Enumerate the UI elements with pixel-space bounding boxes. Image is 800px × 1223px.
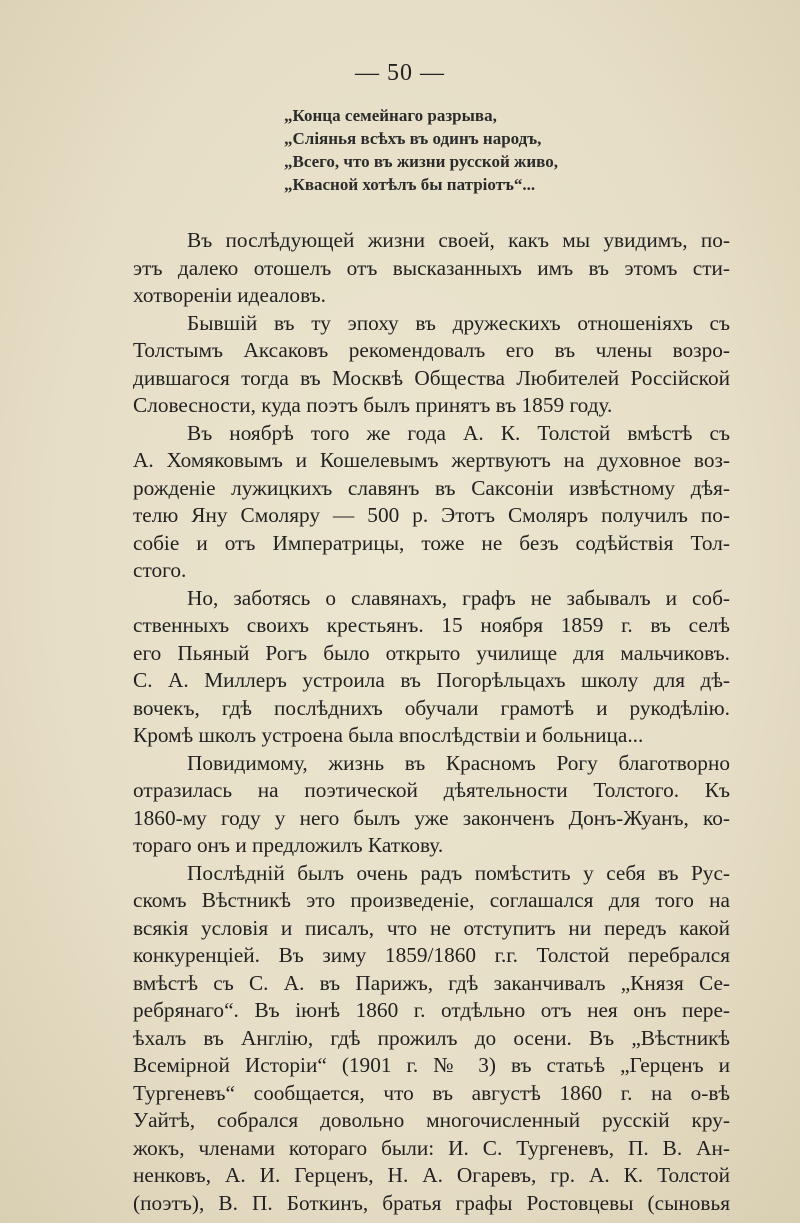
paragraph (133, 860, 730, 1218)
verse-line: „Конца семейнаго разрыва, (284, 106, 497, 125)
text-line: А. Хомяковымъ и Кошелевымъ жертвуютъ на духовное воз- (133, 448, 730, 472)
text-line: рожденiе лужицкихъ славянъ въ Саксонiи извѣстному дѣя- (133, 475, 730, 500)
text-line: Толстымъ Аксаковъ рекомендовалъ его въ члены возро- (133, 338, 730, 362)
text-line: ственныхъ своихъ крестьянъ. 15 ноября 1859 г. въ селѣ (133, 613, 730, 637)
paragraph (133, 750, 730, 860)
text-line: вочекъ, гдѣ послѣднихъ обучали грамотѣ и рукодѣлiю. (133, 695, 730, 720)
text-line: Въ ноябрѣ того же года А. К. Толстой вмѣстѣ съ (187, 420, 730, 445)
text-line: всякiя условiя и писалъ, что не отступитъ ни передъ какой (133, 915, 730, 940)
body-text (133, 227, 730, 1217)
text-line: жокъ, членами котораго были: И. С. Тургеневъ, П. В. Ан- (133, 1135, 730, 1160)
text-line: собiе и отъ Императрицы, тоже не безъ содѣйствiя Тол- (133, 530, 730, 555)
paragraph (133, 585, 730, 750)
text-line: С. А. Миллеръ устроила въ Погорѣльцахъ школу для дѣ- (133, 668, 730, 692)
text-line: Кромѣ школъ устроена была впослѣдствiи и больница... (133, 723, 644, 747)
paragraph (133, 420, 730, 585)
paragraph (133, 227, 730, 310)
text-line: ѣхалъ въ Англiю, гдѣ прожилъ до осени. Въ „Вѣстникѣ (133, 1025, 730, 1050)
verse-line: „Слiянья всѣхъ въ одинъ народъ, (284, 129, 542, 148)
page-number: — 50 — (355, 60, 445, 86)
paragraph (133, 310, 730, 420)
text-line: его Пьяный Рогъ было открыто училище для мальчиковъ. (133, 640, 730, 665)
text-line: Всемiрной Исторiи“ (1901 г. № 3) въ статьѣ „Герценъ и (133, 1053, 730, 1077)
verse-line: „Квасной хотѣлъ бы патрiотъ“... (284, 175, 536, 194)
text-line: хотворенiи идеаловъ. (133, 283, 326, 307)
text-line: Уайтѣ, собрался довольно многочисленный русскiй кру- (133, 1108, 730, 1132)
text-line: ребрянаго“. Въ iюнѣ 1860 г. отдѣльно отъ нея онъ пере- (133, 998, 730, 1022)
text-line: конкуренцiей. Въ зиму 1859/1860 г.г. Толстой перебрался (133, 943, 730, 967)
text-line: 1860-му году у него былъ уже законченъ Донъ-Жуанъ, ко- (133, 805, 730, 830)
text-line: вмѣстѣ съ С. А. въ Парижъ, гдѣ заканчивалъ „Князя Се- (133, 970, 730, 995)
verse-quote (284, 104, 614, 196)
text-line: Тургеневъ“ сообщается, что въ августѣ 1860 г. на о-вѣ (133, 1080, 730, 1105)
text-line: Послѣднiй былъ очень радъ помѣстить у себя въ Рус- (187, 860, 730, 885)
text-line: ненковъ, А. И. Герценъ, Н. А. Огаревъ, гр. А. К. Толстой (133, 1163, 730, 1187)
text-line: (поэтъ), В. П. Боткинъ, братья графы Ростовцевы (сыновья (133, 1190, 730, 1215)
text-line: телю Яну Смоляру — 500 р. Этотъ Смоляръ получилъ по- (133, 503, 730, 527)
text-line: этъ далеко отошелъ отъ высказанныхъ имъ въ этомъ сти- (133, 255, 730, 280)
text-line: дившагося тогда въ Москвѣ Общества Любителей Россiйской (133, 365, 730, 390)
text-line: скомъ Вѣстникѣ это произведенiе, соглашался для того на (133, 888, 730, 912)
text-line: Словесности, куда поэтъ былъ принятъ въ 1859 году. (133, 393, 613, 417)
text-line: Повидимому, жизнь въ Красномъ Рогу благотворно (187, 750, 730, 775)
text-line: тораго онъ и предложилъ Каткову. (133, 833, 444, 857)
text-line: отразилась на поэтической дѣятельности Толстого. Къ (133, 778, 730, 802)
text-line: Въ послѣдующей жизни своей, какъ мы увидимъ, по- (187, 228, 730, 252)
text-line: стого. (133, 558, 187, 582)
text-line: Но, заботясь о славянахъ, графъ не забывалъ и соб- (187, 585, 730, 610)
text-line: Бывшiй въ ту эпоху въ дружескихъ отношенiяхъ съ (187, 310, 730, 335)
verse-line: „Всего, что въ жизни русской живо, (284, 152, 558, 171)
